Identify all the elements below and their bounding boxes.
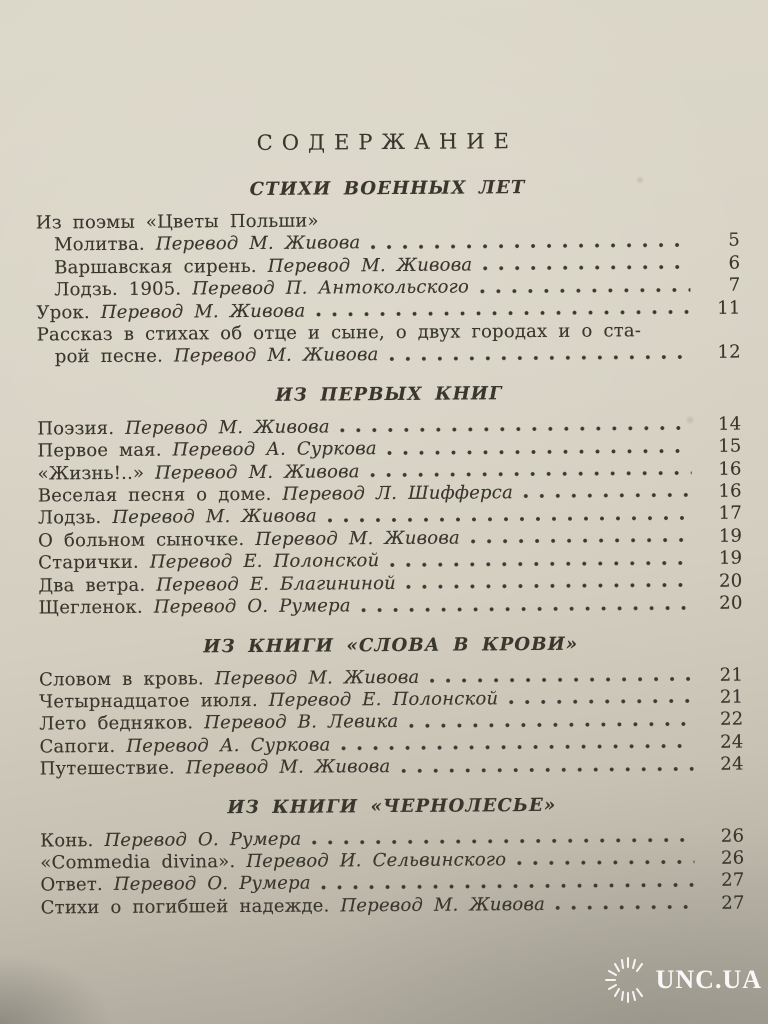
toc-entry-title: Щегленок. <box>38 596 143 619</box>
toc-entry-title: Ответ. <box>40 874 103 896</box>
dot-leader <box>482 263 690 272</box>
toc-entry-title: Веселая песня о доме. <box>37 483 272 507</box>
toc-entry-title: Два ветра. <box>38 574 146 597</box>
sunburst-icon <box>602 954 654 1006</box>
toc-entry-translator: Перевод М. Живова <box>244 527 461 550</box>
page-number: 22 <box>719 708 744 731</box>
page-number: 26 <box>720 825 745 847</box>
dot-leader <box>327 514 692 525</box>
toc-entry-translator: Перевод В. Левика <box>193 711 399 734</box>
toc-entry-title: Урок. <box>36 301 90 324</box>
dot-leader <box>389 353 691 363</box>
page-number: 19 <box>718 525 743 547</box>
toc-entry-translator: Перевод М. Живова <box>89 300 306 323</box>
toc-entry-title: Первое мая. <box>37 439 162 462</box>
dot-leader <box>479 286 690 295</box>
dot-leader <box>387 447 692 457</box>
page-number: 19 <box>718 547 743 569</box>
dot-leader <box>516 858 694 867</box>
page-number: 12 <box>717 341 741 364</box>
toc-entry-title: Лодзь. 1905. <box>54 278 182 301</box>
dot-leader <box>361 603 693 613</box>
page-content <box>35 128 744 920</box>
dot-leader <box>311 836 694 847</box>
toc-entry <box>37 342 741 369</box>
page-number: 7 <box>728 274 741 296</box>
toc-entry-translator: Перевод М. Живова <box>174 756 391 779</box>
dot-leader <box>470 536 692 546</box>
toc-entry-title: Из поэмы «Цветы Польши» <box>35 210 319 234</box>
toc-entry-translator: Перевод М. Живова <box>114 416 330 439</box>
toc-section-heading: ИЗ КНИГИ «СЛОВА В КРОВИ» <box>203 633 579 657</box>
dot-leader <box>321 881 695 892</box>
page-number: 20 <box>719 592 743 614</box>
dot-leader <box>523 491 692 500</box>
page-number: 17 <box>718 503 743 525</box>
page-number: 6 <box>728 252 741 274</box>
toc-entry-title: «Commedia divina». <box>40 851 236 874</box>
dot-leader <box>406 581 693 591</box>
toc-entry-translator: Перевод М. Живова <box>144 232 361 256</box>
toc-entry-title: Путешествие. <box>39 757 176 780</box>
dot-leader <box>400 764 693 774</box>
toc-entry <box>41 892 745 919</box>
toc-section-heading: СТИХИ ВОЕННЫХ ЛЕТ <box>249 177 526 200</box>
toc-entry-translator: Перевод Е. Благининой <box>145 572 396 596</box>
toc-entry-translator: Перевод П. Антокольского <box>181 276 470 300</box>
toc-entry-title: Лето бедняков. <box>39 712 194 735</box>
toc-entry-translator: Перевод М. Живова <box>329 893 546 917</box>
toc-entry <box>39 593 743 620</box>
toc-section-heading: ИЗ ПЕРВЫХ КНИГ <box>275 383 503 406</box>
page-number: 26 <box>720 847 745 869</box>
toc-entry-translator: Перевод О. Румера <box>93 828 302 851</box>
toc-entry-translator: Перевод М. Живова <box>203 666 420 689</box>
toc-entry-translator: Перевод А. Суркова <box>161 438 377 461</box>
page-number: 11 <box>717 297 741 319</box>
dot-leader <box>340 424 692 434</box>
watermark-text: UNC.UA <box>655 965 762 994</box>
table-of-contents <box>36 176 745 920</box>
toc-section-heading: ИЗ КНИГИ «ЧЕРНОЛЕСЬЕ» <box>227 794 557 818</box>
dot-leader <box>389 559 692 569</box>
page-number: 20 <box>719 570 743 592</box>
toc-entry-translator: Перевод О. Румера <box>102 872 311 896</box>
page-number: 27 <box>721 892 745 914</box>
toc-entry-translator: Перевод Е. Полонской <box>257 688 499 711</box>
page-number: 14 <box>717 413 742 435</box>
toc-entry-title: Сапоги. <box>39 735 116 758</box>
toc-entry-title: рой песне. <box>54 346 164 368</box>
page-number: 16 <box>718 458 742 480</box>
page-number: 15 <box>718 435 742 457</box>
toc-entry-translator: Перевод А. Суркова <box>115 734 331 757</box>
watermark <box>602 954 762 1006</box>
toc-entry-title: «Жизнь!..» <box>37 462 145 485</box>
page-number: 16 <box>718 480 742 502</box>
toc-entry-title: Словом в кровь. <box>39 667 205 690</box>
toc-entry-title: Молитва. <box>53 234 145 256</box>
toc-entry-translator: Перевод О. Румера <box>142 595 351 618</box>
toc-entry-translator: Перевод М. Живова <box>256 254 473 277</box>
toc-entry-translator: Перевод М. Живова <box>144 460 360 484</box>
page-number: 24 <box>720 731 744 753</box>
toc-entry-title: Старички. <box>38 552 139 574</box>
dot-leader <box>555 903 695 912</box>
dot-leader <box>315 308 690 319</box>
toc-entry-title: Стихи о погибшей надежде. <box>40 895 330 919</box>
toc-entry-title: О больном сыночке. <box>38 528 245 552</box>
toc-entry-title: Варшавская сирень. <box>54 255 257 279</box>
toc-entry-wrapped-first-line: Рассказ в стихах об отце и сыне, о двух городах и о ста- <box>36 320 642 346</box>
toc-entry-translator: Перевод М. Живова <box>162 344 379 368</box>
dot-leader <box>370 469 692 479</box>
page-number: 21 <box>719 686 744 708</box>
toc-entry-title: Четырнадцатое июля. <box>39 689 258 713</box>
page-number: 5 <box>728 229 741 252</box>
toc-entry-title: Лодзь. <box>37 507 102 529</box>
page-title: СОДЕРЖАНИЕ <box>256 129 519 155</box>
page-number: 21 <box>719 664 744 686</box>
dot-leader <box>370 241 690 251</box>
toc-entry <box>40 754 744 781</box>
dot-leader <box>429 675 693 685</box>
toc-entry-translator: Перевод И. Сельвинского <box>235 849 507 873</box>
dot-leader <box>508 697 693 706</box>
toc-entry-translator: Перевод Л. Шифферса <box>271 482 514 505</box>
toc-entry-title: Поэзия. <box>37 417 115 440</box>
toc-entry-translator: Перевод Е. Полонской <box>138 550 380 574</box>
page-number: 27 <box>721 869 745 892</box>
toc-entry-title: Конь. <box>40 829 94 851</box>
dot-leader <box>341 742 694 752</box>
page-number: 24 <box>720 753 744 775</box>
toc-entry-translator: Перевод М. Живова <box>101 505 318 529</box>
dot-leader <box>408 720 693 730</box>
